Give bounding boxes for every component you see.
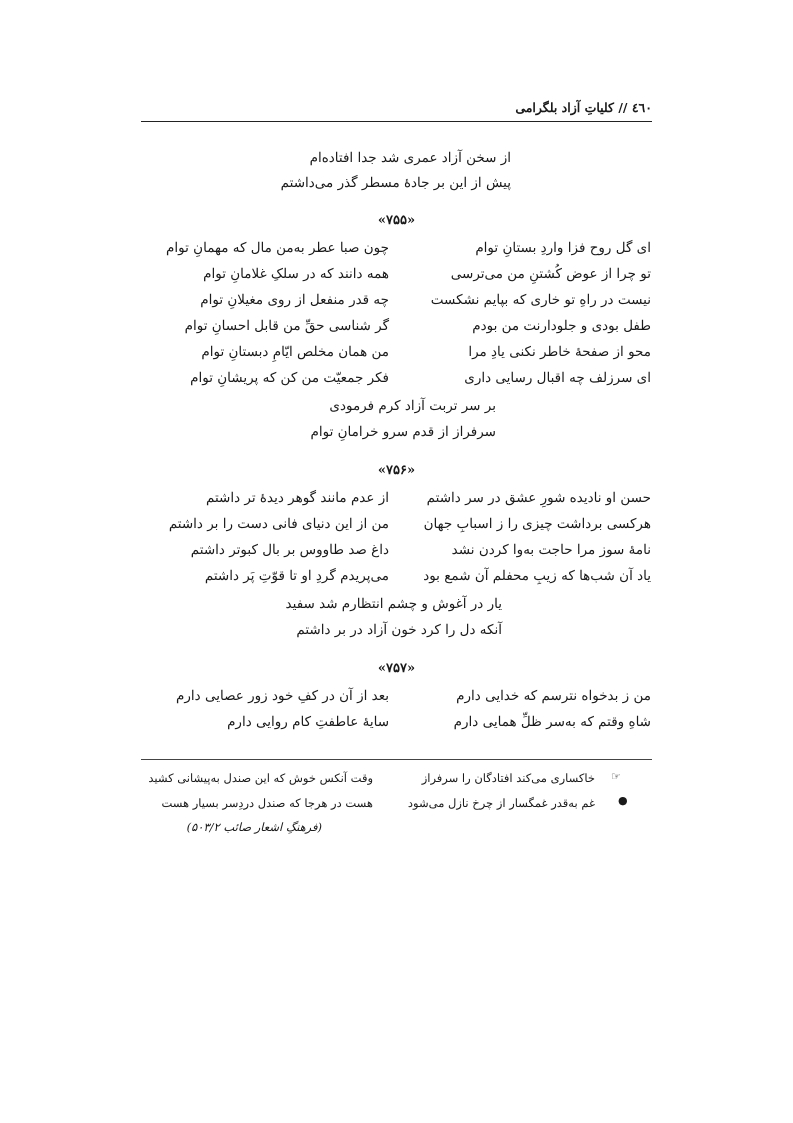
hemistich-right: یاد آن شب‌ها که زیبِ محفلم آن شمع بود bbox=[423, 568, 651, 584]
hemistich-right: حسن او نادیده شورِ عشق در سر داشتم bbox=[426, 490, 651, 506]
footnote-right: خاکساری می‌کند افتادگان را سرفراز bbox=[421, 771, 595, 785]
hemistich-left: همه دانند که در سلکِ غلامانِ توام bbox=[203, 266, 389, 282]
hemistich-left: چون صبا عطر به‌من مال که مهمانِ توام bbox=[166, 240, 389, 256]
intro-line-2: پیش از این بر جادهٔ مسطر گذر می‌داشتم bbox=[280, 175, 511, 191]
hemistich-left: از عدم مانند گوهر دیدهٔ تر داشتم bbox=[205, 490, 389, 506]
hemistich-right: من ز بدخواه نترسم که خدایی دارم bbox=[456, 688, 651, 704]
bullet-icon: ● bbox=[618, 794, 628, 807]
hemistich-right: محو از صفحهٔ خاطر نکنی یادِ مرا bbox=[468, 344, 651, 360]
hemistich-left: فکر جمعیّت من کن که پریشانِ توام bbox=[190, 370, 389, 386]
header-text: ٤٦٠ // کلیاتِ آزاد بلگرامی bbox=[515, 100, 652, 115]
hemistich-left: داغ صد طاووس بر بال کبوتر داشتم bbox=[190, 542, 389, 558]
footnote-rule bbox=[141, 759, 652, 760]
hemistich-right: شاهِ وقتم که به‌سر ظلِّ همایی دارم bbox=[453, 714, 651, 730]
hemistich-left: چه قدر منفعل از روی مغیلانِ توام bbox=[200, 292, 389, 308]
footnote-left: هست در هرجا که صندل دردِسر بسیار هست bbox=[161, 796, 373, 810]
hemistich-right: طفل بودی و جلودارنت من بودم bbox=[472, 318, 651, 334]
hemistich-left: بعد از آن در کفِ خود زور عصایی دارم bbox=[176, 688, 389, 704]
poem-number: «۷۵۵» bbox=[377, 213, 416, 228]
footnote-left: وقت آنکس خوش که این صندل به‌پیشانی کشید bbox=[148, 771, 373, 785]
pointing-hand-icon: ☞ bbox=[611, 770, 621, 783]
intro-line-1: از سخن آزاد عمری شد جدا افتاده‌ام bbox=[309, 150, 511, 166]
running-header bbox=[141, 96, 652, 120]
poem-number: «۷۵۶» bbox=[377, 463, 416, 478]
hemistich-left: گر شناسی حقِّ من قابل احسانِ توام bbox=[184, 318, 389, 334]
closing-line-2: سرفراز از قدم سرو خرامانِ توام bbox=[310, 424, 496, 440]
hemistich-right: هرکسی برداشت چیزی را ز اسبابِ جهان bbox=[423, 516, 651, 532]
hemistich-left: می‌پریدم گردِ او تا قوّتِ پَر داشتم bbox=[204, 568, 389, 584]
hemistich-left: من از این دنیای فانی دست را بر داشتم bbox=[168, 516, 389, 532]
header-rule bbox=[141, 121, 652, 122]
hemistich-right: ای سرزلف چه اقبال رسایی داری bbox=[464, 370, 651, 386]
hemistich-right: نیست در راهِ تو خاری که بپایم نشکست bbox=[430, 292, 651, 308]
poem-number: «۷۵۷» bbox=[377, 661, 416, 676]
hemistich-right: نامهٔ سوز مرا حاجت به‌وا کردن نشد bbox=[451, 542, 651, 558]
hemistich-left: سایهٔ عاطفتِ کام روایی دارم bbox=[227, 714, 389, 730]
closing-line-2: آنکه دل را کرد خون آزاد در بر داشتم bbox=[296, 622, 502, 638]
footnote-right: غم به‌قدر غمگسار از چرخ نازل می‌شود bbox=[407, 796, 595, 810]
footnote-source: (فرهنگِ اشعار صائب ۵۰۳/۲) bbox=[186, 820, 322, 834]
closing-line-1: یار در آغوش و چشم انتظارم شد سفید bbox=[285, 596, 502, 612]
closing-line-1: بر سر تربت آزاد کرم فرمودی bbox=[329, 398, 496, 414]
hemistich-left: من همان مخلص ایّامِ دبستانِ توام bbox=[201, 344, 389, 360]
hemistich-right: تو چرا از عوض کُشتنِ من می‌ترسی bbox=[450, 266, 651, 282]
hemistich-right: ای گل روح فزا واردِ بستانِ توام bbox=[475, 240, 651, 256]
